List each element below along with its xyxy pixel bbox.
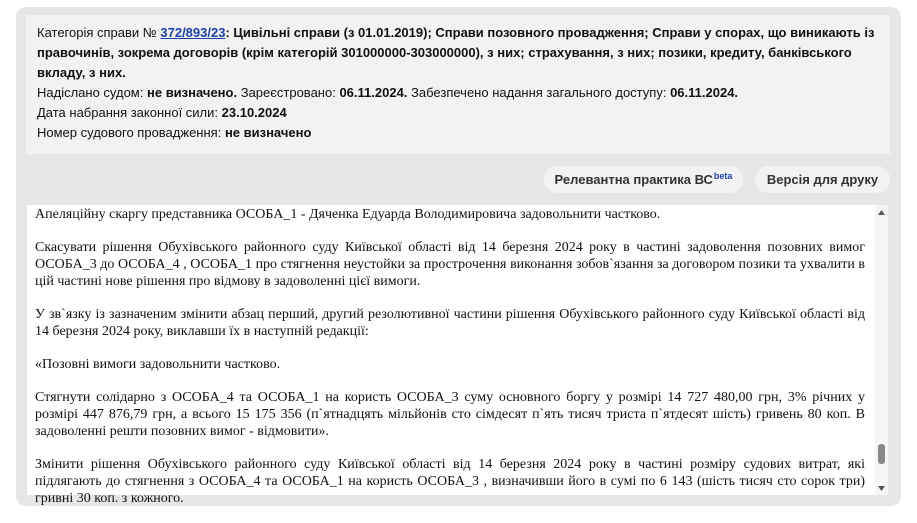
document-paragraph: «Позовні вимоги задовольнити частково. bbox=[35, 357, 281, 372]
document-paragraph: Скасувати рішення Обухівського районного суду Київської області від 14 березня 2024 року в частині задоволення позовних вимог ОСОБА_3 до ОСОБА_4 , ОСОБА_1 про стягнення неустойки за прострочення виконання зобов`язання за договором позики та ухвалити в цій частині нове рішення про відмову в задоволенні цієї вимоги. bbox=[35, 240, 865, 289]
case-number-link[interactable]: 372/893/23 bbox=[160, 25, 226, 40]
access-value: 06.11.2024. bbox=[670, 85, 739, 100]
scroll-up-arrow-icon[interactable] bbox=[875, 205, 888, 219]
access-label: Забезпечено надання загального доступу: bbox=[411, 85, 667, 100]
document-paragraph: У зв`язку із зазначеним змінити абзац перший, другий резолютивної частини рішення Обухівського районного суду Київської області від 14 березня 2024 року, виклавши їх в наступній редакції: bbox=[35, 307, 865, 339]
relevant-practice-label: Релевантна практика ВС bbox=[554, 172, 713, 187]
print-version-label: Версія для друку bbox=[766, 172, 879, 187]
sent-value: не визначено. bbox=[147, 85, 238, 100]
registered-label: Зареєстровано: bbox=[240, 85, 336, 100]
relevant-practice-button[interactable] bbox=[544, 166, 743, 193]
document-paragraph: Стягнути солідарно з ОСОБА_4 та ОСОБА_1 на користь ОСОБА_3 суму основного боргу у розмірі 14 727 480,00 грн, 3% річних у розмірі 447 876,79 грн, а всього 15 175 356 (п`ятнадцять мільйонів сто сімдесят п`ять тисяч триста п`ятдесят шість) гривень 80 коп. В задоволенні решти позовних вимог - відмовити». bbox=[35, 390, 865, 439]
category-label: Категорія справи № bbox=[37, 25, 157, 40]
case-category-line bbox=[37, 23, 880, 83]
document-text-panel[interactable] bbox=[27, 205, 888, 506]
sent-registered-line bbox=[37, 83, 880, 103]
effective-date-line bbox=[37, 103, 880, 123]
category-text: : Цивільні справи (з 01.01.2019); Справи позовного провадження; Справи у спорах, що виникають із правочинів, зокрема договорів (крім категорій 301000000-303000000), з них; страхування, з них; позики, кредиту, банківського вкладу, з них. bbox=[37, 25, 875, 80]
proceeding-label: Номер судового провадження: bbox=[37, 125, 222, 140]
vertical-scrollbar[interactable] bbox=[875, 205, 888, 495]
scroll-down-arrow-icon[interactable] bbox=[875, 481, 888, 495]
case-info-panel bbox=[26, 15, 890, 154]
effective-value: 23.10.2024 bbox=[221, 105, 287, 120]
print-version-button[interactable] bbox=[755, 166, 890, 193]
document-paragraph: Змінити рішення Обухівського районного суду Київської області від 14 березня 2024 року в частині розміру судових витрат, які підлягають до стягнення з ОСОБА_4 та ОСОБА_1 на користь ОСОБА_3 , визначивши його в сумі по 6 143 (шість тисяч сто сорок три) гривні 30 коп. з кожного. bbox=[35, 457, 865, 506]
document-text bbox=[35, 205, 865, 523]
beta-badge: beta bbox=[713, 170, 733, 181]
registered-value: 06.11.2024. bbox=[339, 85, 408, 100]
effective-label: Дата набрання законної сили: bbox=[37, 105, 219, 120]
proceeding-value: не визначено bbox=[224, 125, 312, 140]
proceeding-line bbox=[37, 123, 880, 143]
document-paragraph: Апеляційну скаргу представника ОСОБА_1 - Дяченка Едуарда Володимировича задовольнити частково. bbox=[35, 207, 661, 222]
scrollbar-thumb[interactable] bbox=[878, 444, 885, 464]
sent-label: Надіслано судом: bbox=[37, 85, 144, 100]
